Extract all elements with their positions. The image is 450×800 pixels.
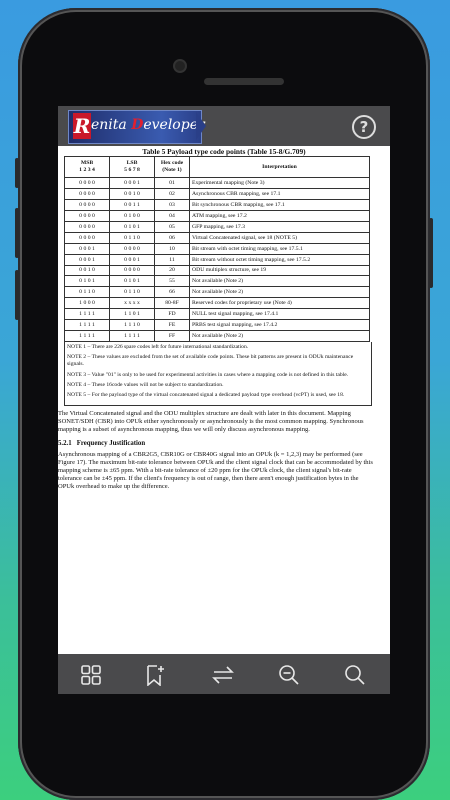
table-notes (64, 342, 372, 406)
renita-developer-logo (68, 110, 205, 144)
cell-hex: 02 (155, 188, 190, 199)
cell-hex: FD (155, 309, 190, 320)
cell-msb: 0 0 0 0 (65, 232, 110, 243)
cell-hex: 55 (155, 276, 190, 287)
table-row (65, 320, 370, 331)
section-heading: 5.2.1 Frequency Justification (58, 440, 146, 447)
table-header-row (65, 157, 370, 178)
cell-hex: 11 (155, 254, 190, 265)
logo-letter: R (73, 114, 91, 138)
note-3: NOTE 3 – Value "01" is only to be used for experimental activities in cases where a mapping code is not defined in this table. (67, 371, 349, 378)
bookmark-add-icon[interactable] (144, 664, 166, 686)
cell-lsb: 0 1 1 0 (110, 287, 155, 298)
zoom-out-icon[interactable] (278, 664, 300, 686)
help-icon[interactable]: ? (352, 115, 376, 139)
cell-lsb: 0 0 1 1 (110, 199, 155, 210)
cell-lsb: 1 1 1 0 (110, 320, 155, 331)
logo-arrow (196, 112, 206, 140)
cell-msb: 0 1 0 1 (65, 276, 110, 287)
grid-icon[interactable] (80, 664, 102, 686)
table-row (65, 188, 370, 199)
cell-lsb: 1 1 1 1 (110, 331, 155, 342)
table-row (65, 221, 370, 232)
table-row (65, 265, 370, 276)
bottom-toolbar (58, 654, 390, 694)
cell-msb: 0 0 0 1 (65, 243, 110, 254)
cell-hex: 04 (155, 210, 190, 221)
cell-interpretation: Not available (Note 2) (190, 276, 370, 287)
cell-interpretation: ATM mapping, see 17.2 (190, 210, 370, 221)
cell-lsb: 0 0 0 1 (110, 178, 155, 189)
cell-interpretation: Experimental mapping (Note 3) (190, 178, 370, 189)
cell-hex: 10 (155, 243, 190, 254)
cell-interpretation: Virtual Concatenated signal, see 18 (NOTE 5) (190, 232, 370, 243)
cell-hex: 20 (155, 265, 190, 276)
cell-msb: 0 0 0 0 (65, 188, 110, 199)
paragraph-frequency-justification: Asynchronous mapping of a CBR2G5, CBR10G or CBR40G signal into an OPUk (k = 1,2,3) may be performed (see Figure 17). The maximum bit-rate tolerance between OPUk and the client signal clock that can be accommodated by this mapping scheme is ±65 ppm. With a bit-rate tolerance of ±20 ppm for the OPUk clock, the client signal's bit-rate tolerance can be ±45 ppm. If the client's frequency is out of range, then there aren't enough justification bytes in the OPUk overhead to make up the difference. (58, 451, 373, 490)
cell-lsb: x x x x (110, 298, 155, 309)
cell-lsb: 0 1 0 1 (110, 221, 155, 232)
swap-icon[interactable] (212, 664, 234, 686)
cell-lsb: 0 0 0 0 (110, 243, 155, 254)
cell-hex: FF (155, 331, 190, 342)
cell-interpretation: Asynchronous CBR mapping, see 17.1 (190, 188, 370, 199)
cell-hex: 01 (155, 178, 190, 189)
front-camera (175, 61, 185, 71)
header-lsb: LSB 5 6 7 8 (110, 157, 155, 178)
cell-interpretation: Reserved codes for proprietary use (Note 4) (190, 298, 370, 309)
cell-interpretation: ODU multiplex structure, see 19 (190, 265, 370, 276)
cell-msb: 0 0 0 0 (65, 178, 110, 189)
cell-lsb: 0 0 0 0 (110, 265, 155, 276)
cell-lsb: 0 1 0 0 (110, 210, 155, 221)
table-row (65, 276, 370, 287)
header-interpretation: Interpretation (190, 157, 370, 178)
cell-hex: 06 (155, 232, 190, 243)
search-icon[interactable] (344, 664, 366, 686)
cell-lsb: 0 0 0 1 (110, 254, 155, 265)
cell-interpretation: NULL test signal mapping, see 17.4.1 (190, 309, 370, 320)
cell-msb: 1 1 1 1 (65, 320, 110, 331)
table-row (65, 199, 370, 210)
logo-text: enita Developer (91, 117, 205, 133)
table-row (65, 309, 370, 320)
header-hex: Hex code (Note 1) (155, 157, 190, 178)
note-5: NOTE 5 – For the payload type of the virtual concatenated signal a dedicated payload type overhead (vcPT) is used, see 18. (67, 392, 345, 399)
header-msb: MSB 1 2 3 4 (65, 157, 110, 178)
cell-hex: 05 (155, 221, 190, 232)
table-row (65, 232, 370, 243)
cell-interpretation: Not available (Note 2) (190, 331, 370, 342)
earpiece-speaker (204, 78, 284, 85)
cell-msb: 1 0 0 0 (65, 298, 110, 309)
app-header (58, 106, 390, 146)
volume-up-button (15, 208, 19, 258)
cell-interpretation: GFP mapping, see 17.3 (190, 221, 370, 232)
cell-msb: 0 0 1 0 (65, 265, 110, 276)
cell-hex: FE (155, 320, 190, 331)
cell-interpretation: Bit stream without octet timing mapping, see 17.5.2 (190, 254, 370, 265)
cell-interpretation: Bit synchronous CBR mapping, see 17.1 (190, 199, 370, 210)
note-2: NOTE 2 – These values are excluded from the set of available code points. These bit patterns are present in ODUk maintenance signals. (67, 354, 354, 368)
pdf-page[interactable] (58, 146, 390, 654)
cell-interpretation: Not available (Note 2) (190, 287, 370, 298)
cell-msb: 0 0 0 0 (65, 221, 110, 232)
cell-msb: 1 1 1 1 (65, 309, 110, 320)
table-row (65, 243, 370, 254)
note-1: NOTE 1 – There are 226 spare codes left for future international standardization. (67, 344, 249, 351)
paragraph-virtual-concatenated: The Virtual Concatenated signal and the ODU multiplex structure are dealt with later in this document. Mapping SONET/SDH (CBR) into OPUk either synchronously or asynchronously is the most common mapping. Synchronous mapping is a subset of asynchronous mapping, thus we will only discuss asynchronous mapping. (58, 410, 364, 434)
payload-type-table (64, 156, 370, 342)
app-screen (58, 106, 390, 694)
power-button (429, 218, 433, 288)
table-row (65, 178, 370, 189)
cell-hex: 66 (155, 287, 190, 298)
mute-switch (15, 158, 19, 188)
cell-msb: 1 1 1 1 (65, 331, 110, 342)
cell-hex: 80-8F (155, 298, 190, 309)
cell-lsb: 0 0 1 0 (110, 188, 155, 199)
table-title: Table 5 Payload type code points (Table 15-8/G.709) (142, 147, 306, 156)
volume-down-button (15, 270, 19, 320)
note-4: NOTE 4 – These 16code values will not be subject to standardization. (67, 381, 224, 388)
table-row (65, 331, 370, 342)
cell-interpretation: Bit stream with octet timing mapping, see 17.5.1 (190, 243, 370, 254)
table-row (65, 287, 370, 298)
cell-lsb: 0 1 1 0 (110, 232, 155, 243)
table-row (65, 298, 370, 309)
cell-msb: 0 0 0 0 (65, 199, 110, 210)
cell-msb: 0 1 1 0 (65, 287, 110, 298)
cell-msb: 0 0 0 1 (65, 254, 110, 265)
table-row (65, 210, 370, 221)
cell-lsb: 0 1 0 1 (110, 276, 155, 287)
cell-msb: 0 0 0 0 (65, 210, 110, 221)
table-row (65, 254, 370, 265)
cell-interpretation: PRBS test signal mapping, see 17.4.2 (190, 320, 370, 331)
cell-lsb: 1 1 0 1 (110, 309, 155, 320)
cell-hex: 03 (155, 199, 190, 210)
